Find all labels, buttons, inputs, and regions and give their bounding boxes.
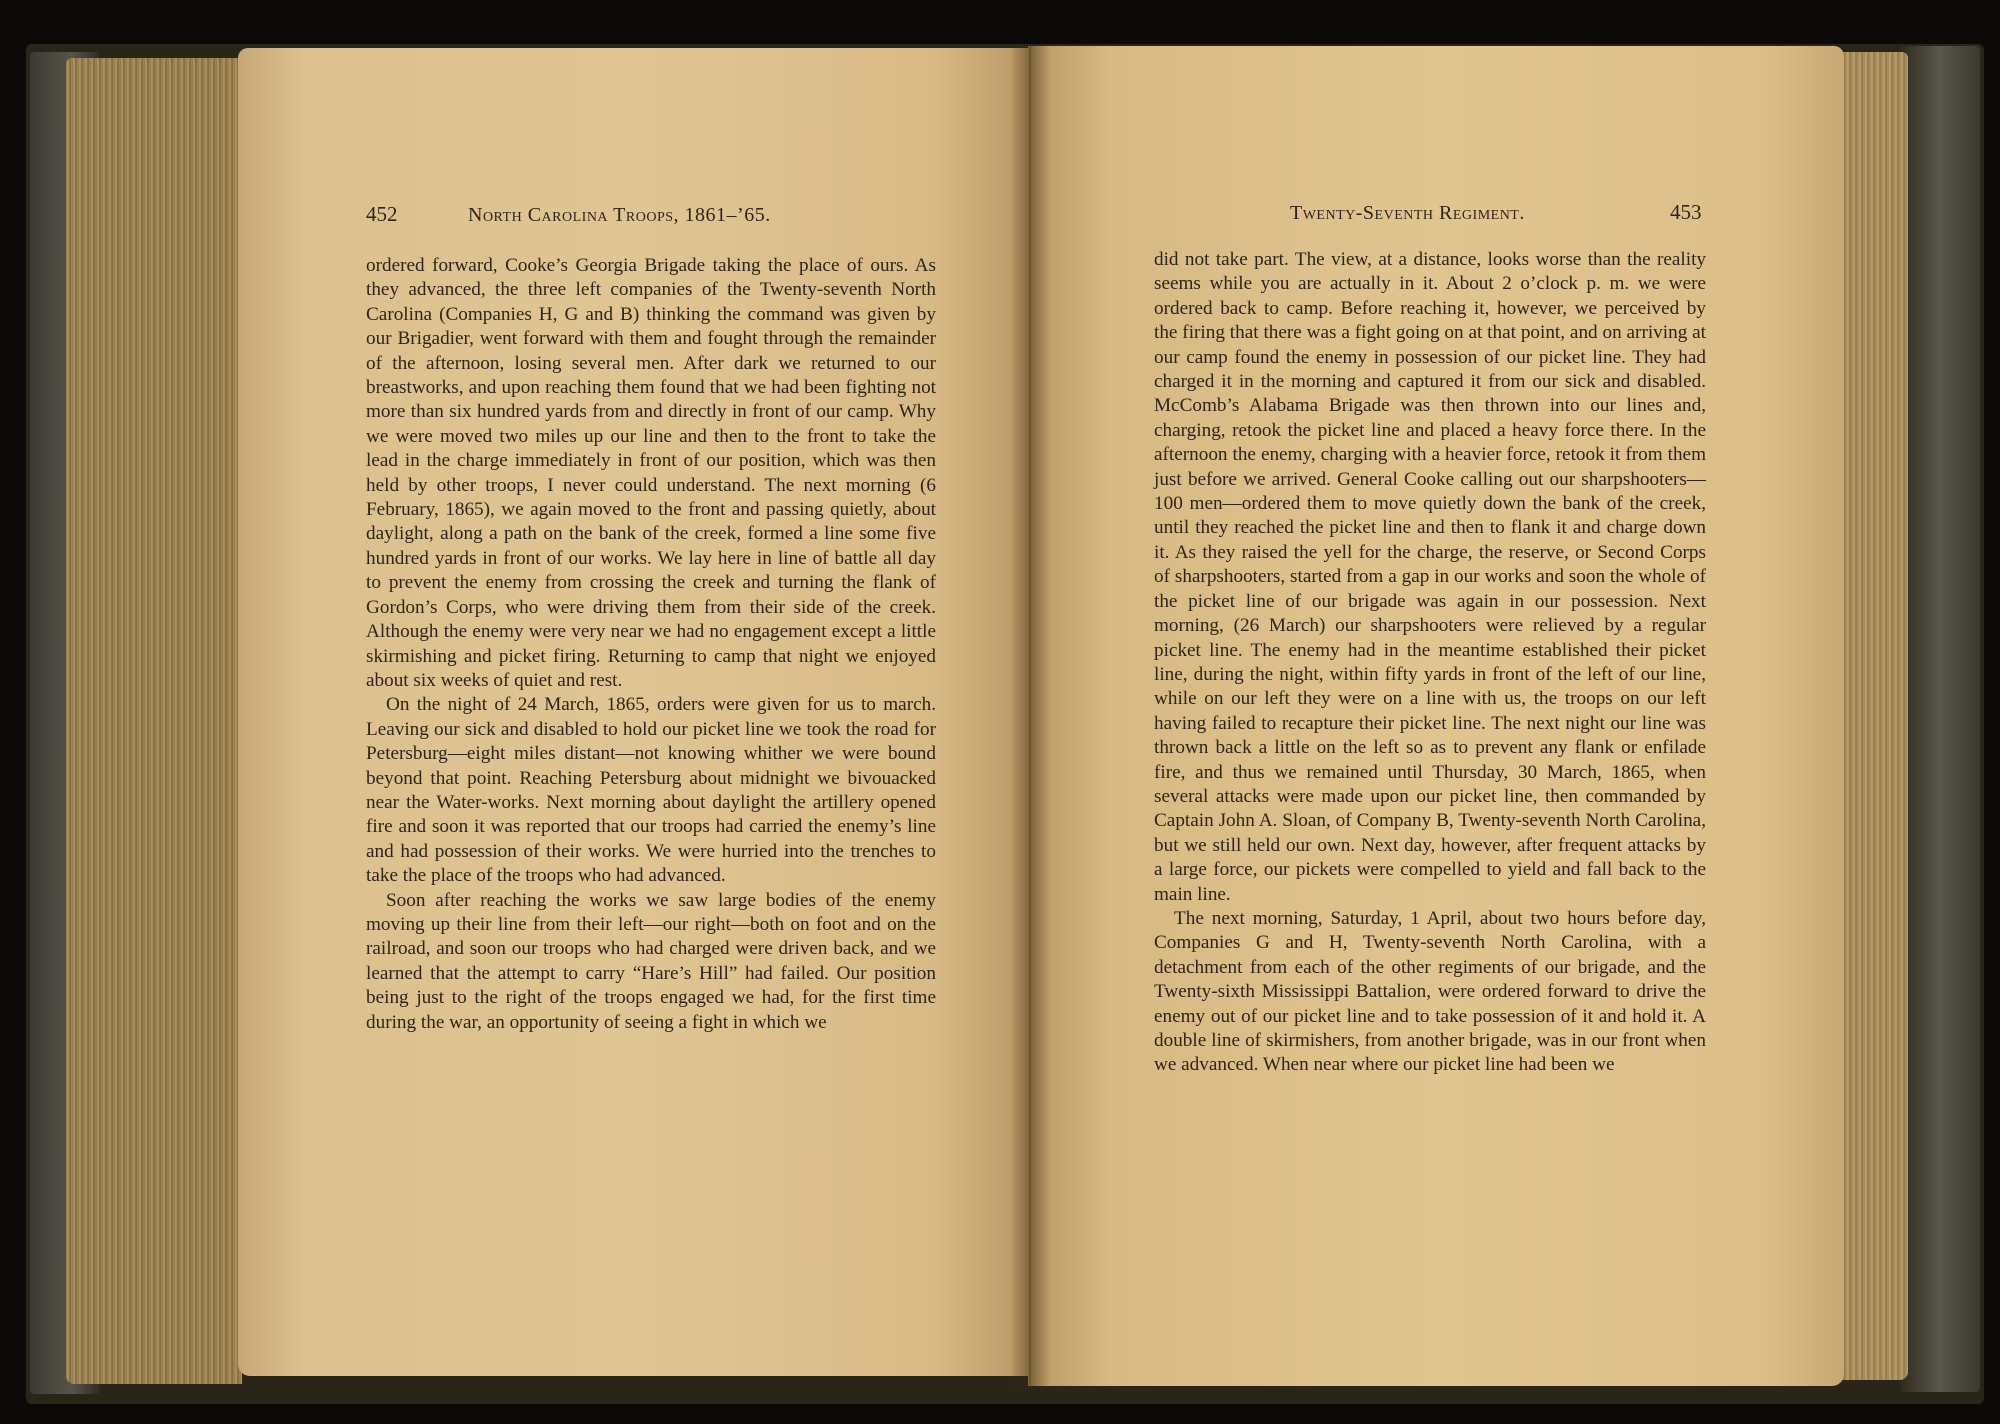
left-page (238, 48, 1028, 1376)
page-body (1154, 248, 1706, 1078)
paragraph: Soon after reaching the works we saw large bodies of the enemy moving up their line from their left—our right—both on foot and on the railroad, and soon our troops who had charged were driven back, and we learned that the attempt to carry “Hare’s Hill” had failed. Our position being just to the right of the troops engaged we had, for the first time during the war, an opportunity of seeing a fight in which we (366, 889, 936, 1033)
right-page (1028, 46, 1844, 1386)
paragraph: ordered forward, Cooke’s Georgia Brigade taking the place of ours. As they advanced, the three left companies of the Twenty-seventh North Carolina (Companies H, G and B) thinking the command was given by our Brigadier, went forward with them and fought through the remainder of the afternoon, losing several men. After dark we returned to our breastworks, and upon reaching them found that we had been fighting not more than six hundred yards from and directly in front of our camp. Why we were moved two miles up our line and then to the front to take the lead in the charge immediately in front of our position, which was then held by other troops, I never could understand. The next morning (6 February, 1865), we again moved to the front and passing quietly, about daylight, along a path on the bank of the creek, formed a line some five hundred yards in front of our works. We lay here in line of battle all day to prevent the enemy from crossing the creek and turning the flank of Gordon’s Corps, who were driving them from their side of the creek. Although the enemy were very near we had no engagement except a little skirmishing and picket firing. Returning to camp that night we enjoyed about six weeks of quiet and rest. (366, 255, 936, 691)
book-cover-right (1900, 46, 1980, 1392)
page-number: 453 (1670, 200, 1702, 224)
page-edges-left (66, 58, 242, 1384)
running-header: North Carolina Troops, 1861–’65. (468, 204, 771, 226)
paragraph: The next morning, Saturday, 1 April, about two hours before day, Companies G and H, Twenty-seventh North Carolina, with a detachment from each of the other regiments of our brigade, and the Twenty-sixth Mississippi Battalion, were ordered forward to drive the enemy out of our picket line and to take possession of it and hold it. A double line of skirmishers, from another brigade, was in our front when we advanced. When near where our picket line had been we (1154, 907, 1706, 1076)
page-body (366, 254, 936, 1035)
paragraph: did not take part. The view, at a distance, looks worse than the reality seems while you are actually in it. About 2 o’clock p. m. we were ordered back to camp. Before reaching it, however, we perceived by the firing that there was a fight going on at that point, and on arriving at our camp found the enemy in possession of our picket line. They had charged it in the morning and captured it from our sick and disabled. McComb’s Alabama Brigade was then thrown into our lines and, charging, retook the picket line and placed a heavy force there. In the afternoon the enemy, charging with a heavier force, retook it from them just before we arrived. General Cooke calling out our sharpshooters—100 men—ordered them to move quietly down the bank of the creek, until they reached the picket line and then to flank it and charge down it. As they raised the yell for the charge, the reserve, or Second Corps of sharpshooters, started from a gap in our works and soon the whole of the picket line of our brigade was again in our possession. Next morning, (26 March) our sharpshooters were relieved by a regular picket line. The enemy had in the meantime established their picket line, during the night, within fifty yards in front of the left of our line, while on our left they were on a line with us, the troops on our left having failed to recapture their picket line. The next night our line was thrown back a little on the left so as to prevent any flank or enfilade fire, and thus we remained until Thursday, 30 March, 1865, when several attacks were made upon our picket line, then commanded by Captain John A. Sloan, of Company B, Twenty-seventh North Carolina, but we still held our own. Next day, however, after frequent attacks by a large force, our pickets were compelled to yield and fall back to the main line. (1154, 249, 1706, 905)
paragraph: On the night of 24 March, 1865, orders were given for us to march. Leaving our sick and disabled to hold our picket line we took the road for Petersburg—eight miles distant—not knowing whither we were bound beyond that point. Reaching Petersburg about midnight we bivouacked near the Water-works. Next morning about daylight the artillery opened fire and soon it was reported that our troops had carried the enemy’s line and had possession of their works. We were hurried into the trenches to take the place of the troops who had advanced. (366, 694, 936, 887)
book-gutter (1010, 46, 1050, 1386)
page-number: 452 (366, 202, 398, 226)
running-header: Twenty-Seventh Regiment. (1290, 202, 1525, 224)
